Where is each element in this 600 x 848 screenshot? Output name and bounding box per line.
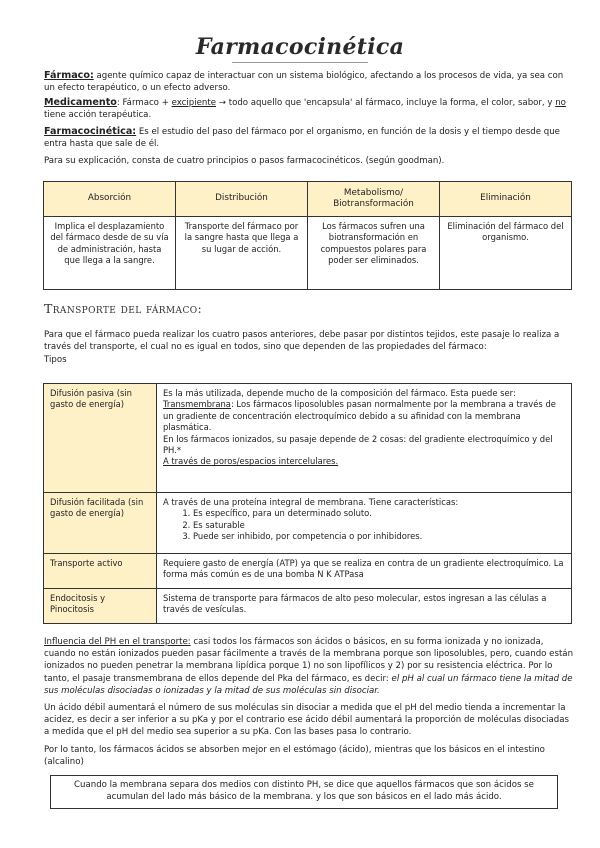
row-difusion-pasiva	[44, 384, 572, 493]
phases-table	[43, 181, 572, 290]
label-transporte-activo: Transporte activo	[44, 554, 157, 589]
content-difusion-facilitada	[157, 493, 572, 554]
content-difusion-pasiva	[157, 384, 572, 493]
term-farmaco: Fármaco:	[44, 70, 94, 81]
cell-eliminacion: Eliminación del fármaco del organismo.	[440, 217, 572, 290]
ph-text-1: casi todos los fármacos son ácidos o básicos, en su forma ionizada y no ionizada, cuando no están ionizados pueden pasar fácilmente a través de la membrana porque son liposolubles, pero, cuando están ionizados no pueden penetrar la membrana lipídica porque 1) no son lipofílicos y 2) por su resistencia eléctrica. Por lo tanto, el pasaje transmembrana de ellos depende del Pka del fármaco, es decir:	[44, 637, 574, 684]
transport-intro: Para que el fármaco pueda realizar los cuatro pasos anteriores, debe pasar por distintos tejidos, este pasaje lo realiza a través del transporte, el cual no es igual en todos, sino que dependen de las propiedades del fármaco:	[44, 330, 560, 353]
phases-header-row	[44, 182, 572, 217]
ph-heading: Influencia del PH en el transporte:	[44, 637, 191, 647]
excipiente-link: excipiente	[171, 98, 217, 108]
facilitada-line1: A través de una proteína integral de membrana. Tiene características:	[163, 497, 459, 507]
ph-paragraph	[44, 636, 574, 697]
header-absorcion: Absorción	[44, 182, 176, 217]
definition-medicamento-text-a: : Fármaco +	[116, 98, 172, 108]
transmembrana-term: Transmembrana	[163, 399, 231, 410]
pasiva-ionized: En los fármacos ionizados, su pasaje depende de 2 cosas: del gradiente electroquímico y del PH.*	[163, 433, 553, 456]
ph-paragraph-2: Un ácido débil aumentará el número de sus moléculas sin disociar a medida que el pH del medio tienda a incrementar la acidez, es decir a ser inferior a su pKa y por el contrario ese ácido débil aumentará la proporción de moléculas disociadas a medida que el pH del medio sea superior a su pKa. Con las bases pasa lo contrario.	[44, 703, 569, 738]
definition-medicamento-text-b: → todo aquello que 'encapsula' al fármaco, incluye la forma, el color, sabor, y	[216, 98, 556, 108]
phases-body-row	[44, 217, 572, 290]
tipos-label: Tipos	[44, 355, 67, 365]
title-underline	[232, 62, 368, 63]
row-endocitosis	[44, 589, 572, 624]
list-item: 2. Es saturable	[193, 520, 565, 531]
term-medicamento: Medicamento	[44, 97, 117, 108]
ph-italic: el pH al cual un fármaco tiene la mitad de sus moléculas disociadas o ionizadas y la mitad de sus moléculas sin disociar.	[44, 673, 573, 696]
pasiva-transmembrana	[163, 399, 565, 433]
definition-farmacocinetica-text: Es el estudio del paso del fármaco por el organismo, en función de la dosis y el tiempo desde que entra hasta que sale de él.	[44, 127, 560, 150]
list-item: 1. Es específico, para un determinado soluto.	[193, 508, 565, 519]
label-difusion-facilitada: Difusión facilitada (sin gasto de energía)	[44, 493, 157, 554]
page-title: Farmacocinética	[195, 34, 405, 60]
row-difusion-facilitada	[44, 493, 572, 554]
content-endocitosis: Sistema de transporte para fármacos de alto peso molecular, estos ingresan a las células a través de vesículas.	[157, 589, 572, 624]
pasiva-poros: A través de poros/espacios intercelulares.	[163, 456, 339, 467]
content-transporte-activo: Requiere gasto de energía (ATP) ya que se realiza en contra de un gradiente electroquímico. La forma más común es de una bomba N K ATPasa	[157, 554, 572, 589]
term-farmacocinetica: Farmacocinética:	[44, 126, 137, 137]
transport-table	[43, 383, 572, 624]
note-box: Cuando la membrana separa dos medios con distinto PH, se dice que aquellos fármacos que son ácidos se acumulan del lado más básico de la membrana. y los que son básicos en el lado más ácido.	[50, 775, 558, 809]
list-item: 3. Puede ser inhibido, por competencia o por inhibidores.	[193, 531, 565, 542]
pasiva-line1: Es la más utilizada, depende mucho de la composición del fármaco. Esta puede ser:	[163, 388, 516, 398]
header-distribucion: Distribución	[176, 182, 308, 217]
definition-medicamento	[44, 97, 574, 121]
header-metabolismo: Metabolismo/ Biotransformación	[308, 182, 440, 217]
definition-farmaco-text: agente químico capaz de interactuar con un sistema biológico, afectando a los procesos de vida, ya sea con un efecto terapéutico, o un efecto adverso.	[44, 71, 564, 94]
facilitada-list	[163, 508, 565, 542]
cell-distribucion: Transporte del fármaco por la sangre hasta que llega a su lugar de acción.	[176, 217, 308, 290]
cell-metabolismo: Los fármacos sufren una biotransformación en compuestos polares para poder ser eliminados.	[308, 217, 440, 290]
row-transporte-activo	[44, 554, 572, 589]
label-endocitosis: Endocitosis y Pinocitosis	[44, 589, 157, 624]
no-word: no	[555, 98, 566, 108]
definition-farmacocinetica	[44, 126, 574, 150]
intro-line: Para su explicación, consta de cuatro principios o pasos farmacocinéticos. (según goodman).	[44, 156, 445, 166]
definition-medicamento-text-c: tiene acción terapéutica.	[44, 110, 152, 121]
ph-paragraph-3: Por lo tanto, los fármacos ácidos se absorben mejor en el estómago (ácido), mientras que los básicos en el intestino (alcalino)	[44, 745, 545, 768]
transmembrana-text: : Los fármacos liposolubles pasan normalmente por la membrana a través de un gradiente de concentración electroquímico debido a su afinidad con la membrana plasmática.	[163, 399, 556, 433]
header-eliminacion: Eliminación	[440, 182, 572, 217]
cell-absorcion: Implica el desplazamiento del fármaco desde de su vía de administración, hasta que llega a la sangre.	[44, 217, 176, 290]
definition-farmaco	[44, 70, 574, 94]
section-title: Transporte del fármaco:	[44, 301, 203, 316]
label-difusion-pasiva: Difusión pasiva (sin gasto de energía)	[44, 384, 157, 493]
